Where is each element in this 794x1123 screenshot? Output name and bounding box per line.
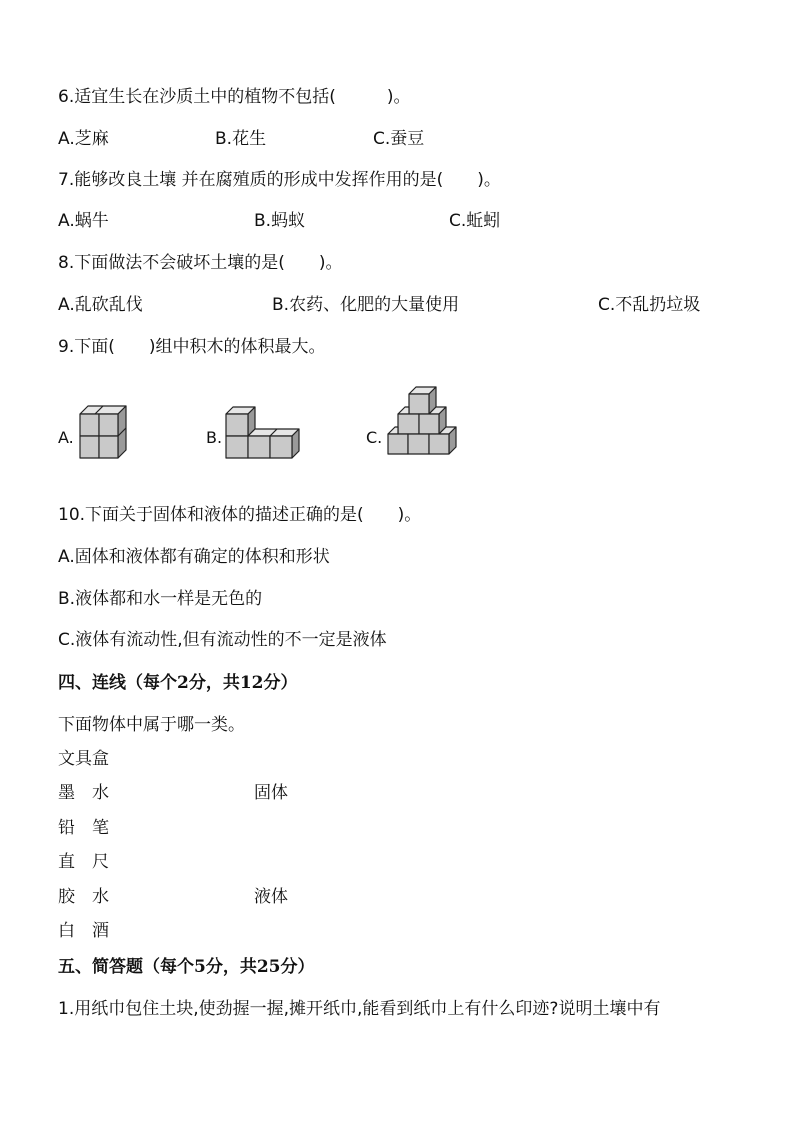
q10-option-c: C.液体有流动性,但有流动性的不一定是液体	[58, 630, 387, 650]
match-item-1: 文具盒	[58, 749, 109, 769]
question-7-stem: 7.能够改良土壤 并在腐殖质的形成中发挥作用的是( )。	[58, 170, 501, 190]
question-9-stem: 9.下面( )组中积木的体积最大。	[58, 337, 326, 357]
q9-option-c-label: C.	[366, 428, 383, 447]
match-item-5: 胶 水	[58, 887, 109, 907]
section-5-question-1: 1.用纸巾包住土块,使劲握一握,摊开纸巾,能看到纸巾上有什么印迹?说明土壤中有	[58, 999, 661, 1019]
section-4-instruction: 下面物体中属于哪一类。	[58, 715, 245, 735]
category-liquid: 液体	[254, 887, 288, 907]
question-10-stem: 10.下面关于固体和液体的描述正确的是( )。	[58, 505, 422, 525]
q8-option-c: C.不乱扔垃圾	[598, 295, 701, 315]
cube-figure-b	[224, 404, 304, 464]
match-item-6: 白 酒	[58, 921, 109, 941]
q9-option-b-label: B.	[206, 428, 223, 447]
question-6-stem: 6.适宜生长在沙质土中的植物不包括( )。	[58, 87, 411, 107]
q10-option-b: B.液体都和水一样是无色的	[58, 589, 263, 609]
q6-option-c: C.蚕豆	[373, 129, 425, 149]
match-item-3: 铅 笔	[58, 818, 109, 838]
match-item-2: 墨 水	[58, 783, 109, 803]
section-5-heading: 五、简答题（每个5分，共25分）	[58, 957, 315, 977]
q7-option-c: C.蚯蚓	[449, 211, 501, 231]
q7-option-a: A.蜗牛	[58, 211, 109, 231]
q8-option-b: B.农药、化肥的大量使用	[272, 295, 460, 315]
q6-option-a: A.芝麻	[58, 129, 109, 149]
q9-option-a-label: A.	[58, 428, 74, 447]
q10-option-a: A.固体和液体都有确定的体积和形状	[58, 547, 330, 567]
cube-figure-c	[386, 384, 466, 464]
match-item-4: 直 尺	[58, 852, 109, 872]
question-8-stem: 8.下面做法不会破坏土壤的是( )。	[58, 253, 343, 273]
section-4-heading: 四、连线（每个2分，共12分）	[58, 673, 298, 693]
cube-figure-a	[76, 404, 136, 464]
q8-option-a: A.乱砍乱伐	[58, 295, 143, 315]
q6-option-b: B.花生	[215, 129, 267, 149]
q7-option-b: B.蚂蚁	[254, 211, 306, 231]
category-solid: 固体	[254, 783, 288, 803]
